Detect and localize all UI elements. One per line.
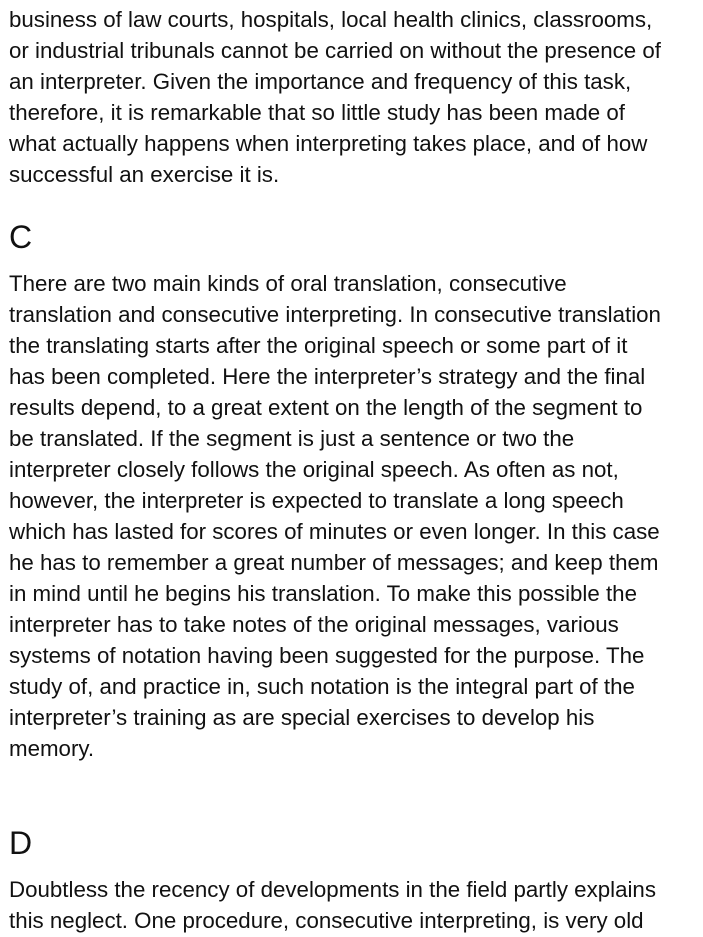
text-line: interpreter closely follows the original speech. As often as not, (9, 457, 619, 482)
text-line: interpreter has to take notes of the original messages, various (9, 612, 619, 637)
text-line: successful an exercise it is. (9, 162, 280, 187)
text-line: results depend, to a great extent on the length of the segment to (9, 395, 643, 420)
text-line: therefore, it is remarkable that so little study has been made of (9, 100, 625, 125)
text-line: be translated. If the segment is just a sentence or two the (9, 426, 575, 451)
text-line: in mind until he begins his translation. To make this possible the (9, 581, 637, 606)
text-line: business of law courts, hospitals, local health clinics, classrooms, (9, 7, 653, 32)
text-line: what actually happens when interpreting takes place, and of how (9, 131, 648, 156)
text-line: this neglect. One procedure, consecutive interpreting, is very old (9, 908, 644, 933)
paragraph-d (9, 874, 656, 936)
text-line: an interpreter. Given the importance and frequency of this task, (9, 69, 632, 94)
text-line: he has to remember a great number of messages; and keep them (9, 550, 659, 575)
text-line: has been completed. Here the interpreter’s strategy and the final (9, 364, 646, 389)
paragraph-b-end (9, 4, 661, 190)
text-line: however, the interpreter is expected to translate a long speech (9, 488, 624, 513)
text-line: Doubtless the recency of developments in the field partly explains (9, 877, 656, 902)
text-line: There are two main kinds of oral translation, consecutive (9, 271, 567, 296)
text-line: study of, and practice in, such notation is the integral part of the (9, 674, 635, 699)
paragraph-c (9, 268, 661, 764)
text-line: translation and consecutive interpreting. In consecutive translation (9, 302, 661, 327)
text-line: or industrial tribunals cannot be carried on without the presence of (9, 38, 661, 63)
text-line: systems of notation having been suggested for the purpose. The (9, 643, 645, 668)
section-heading-c: C (9, 219, 33, 255)
text-line: memory. (9, 736, 95, 761)
text-line: the translating starts after the original speech or some part of it (9, 333, 628, 358)
text-line: which has lasted for scores of minutes or even longer. In this case (9, 519, 660, 544)
section-heading-d: D (9, 825, 33, 861)
text-line: interpreter’s training as are special exercises to develop his (9, 705, 595, 730)
